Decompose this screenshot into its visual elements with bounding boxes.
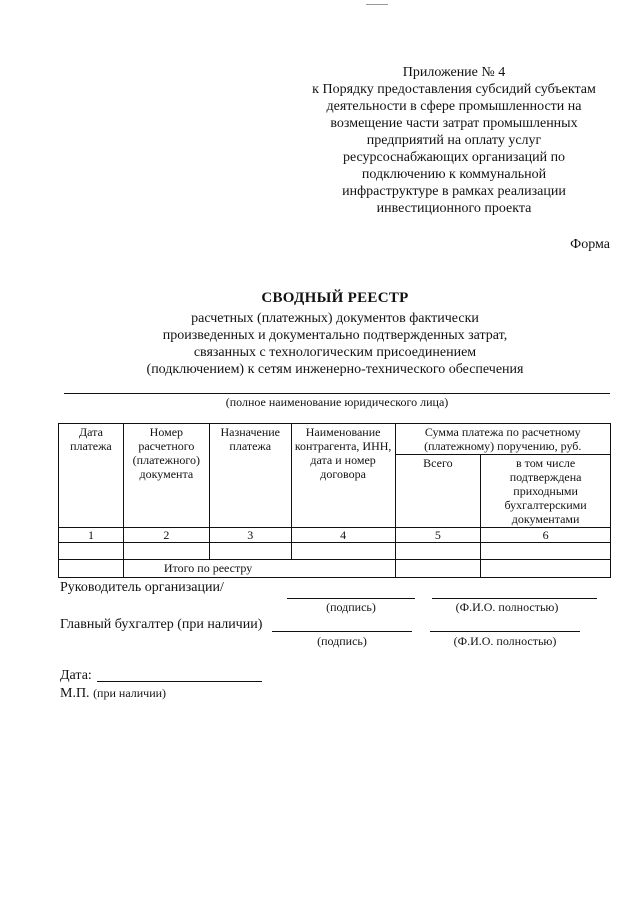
registry-table (58, 423, 611, 578)
total-label: Итого по реестру (123, 560, 395, 578)
table-cell (395, 560, 481, 578)
scan-mark (366, 4, 388, 5)
document-title: СВОДНЫЙ РЕЕСТР (261, 290, 409, 306)
header-counterparty: Наименование контрагента, ИНН, дата и номер договора (291, 424, 395, 528)
name-caption: (Ф.И.О. полностью) (453, 634, 557, 648)
table-row (59, 543, 611, 560)
document-heading (60, 290, 610, 378)
org-name-line (64, 393, 610, 394)
column-number: 1 (59, 528, 124, 543)
signature-caption: (подпись) (317, 634, 367, 648)
header-payment-date: Дата платежа (59, 424, 124, 528)
table-cell (481, 560, 611, 578)
table-cell (209, 543, 291, 560)
table-cell (123, 543, 209, 560)
column-number: 3 (209, 528, 291, 543)
head-of-organization-label: Руководитель организации/ (60, 580, 224, 595)
appendix-line: к Порядку предоставления субсидий субъектам (312, 82, 596, 97)
date-line (97, 681, 262, 682)
header-total: Всего (395, 455, 481, 528)
accountant-name-line (430, 631, 580, 632)
date-label: Дата: (60, 668, 92, 683)
org-name-caption: (полное наименование юридического лица) (225, 395, 449, 409)
head-name-line (432, 598, 597, 599)
column-number: 4 (291, 528, 395, 543)
appendix-line: деятельности в сфере промышленности на (326, 99, 582, 114)
column-number: 5 (395, 528, 481, 543)
header-document-number: Номер расчетного (платежного) документа (123, 424, 209, 528)
appendix-line: возмещение части затрат промышленных (330, 116, 578, 131)
table-cell (481, 543, 611, 560)
form-label: Форма (570, 237, 610, 252)
header-payment-sum: Сумма платежа по расчетному (платежному) поручению, руб. (395, 424, 610, 455)
appendix-line: предприятий на оплату услуг (366, 133, 542, 148)
header-payment-purpose: Назначение платежа (209, 424, 291, 528)
table-cell (59, 543, 124, 560)
heading-line: расчетных (платежных) документов фактически (191, 311, 479, 326)
heading-line: связанных с технологическим присоединением (193, 345, 477, 360)
appendix-line: инфраструктуре в рамках реализации (342, 184, 566, 199)
table-cell (59, 560, 124, 578)
signature-caption: (подпись) (326, 600, 376, 614)
appendix-line: инвестиционного проекта (376, 201, 532, 216)
stamp-note: (при наличии) (93, 686, 167, 700)
appendix-line: ресурсоснабжающих организаций по (342, 150, 566, 165)
column-number: 6 (481, 528, 611, 543)
name-caption: (Ф.И.О. полностью) (455, 600, 559, 614)
column-number: 2 (123, 528, 209, 543)
appendix-line: подключению к коммунальной (361, 167, 547, 182)
heading-line: произведенных и документально подтвержденных затрат, (162, 328, 508, 343)
heading-line: (подключением) к сетям инженерно-технического обеспечения (146, 362, 524, 377)
appendix-title: Приложение № 4 (402, 65, 506, 80)
table-total-row (59, 560, 611, 578)
head-signature-line (287, 598, 415, 599)
stamp-text: М.П. (60, 686, 90, 701)
chief-accountant-label: Главный бухгалтер (при наличии) (60, 617, 263, 632)
appendix-block (290, 64, 618, 217)
table-cell (291, 543, 395, 560)
accountant-signature-line (272, 631, 412, 632)
table-header-row (59, 424, 611, 455)
stamp-label (60, 684, 166, 703)
header-confirmed: в том числе подтверждена приходными бухгалтерскими документами (481, 455, 611, 528)
table-row (59, 528, 611, 543)
table-cell (395, 543, 481, 560)
